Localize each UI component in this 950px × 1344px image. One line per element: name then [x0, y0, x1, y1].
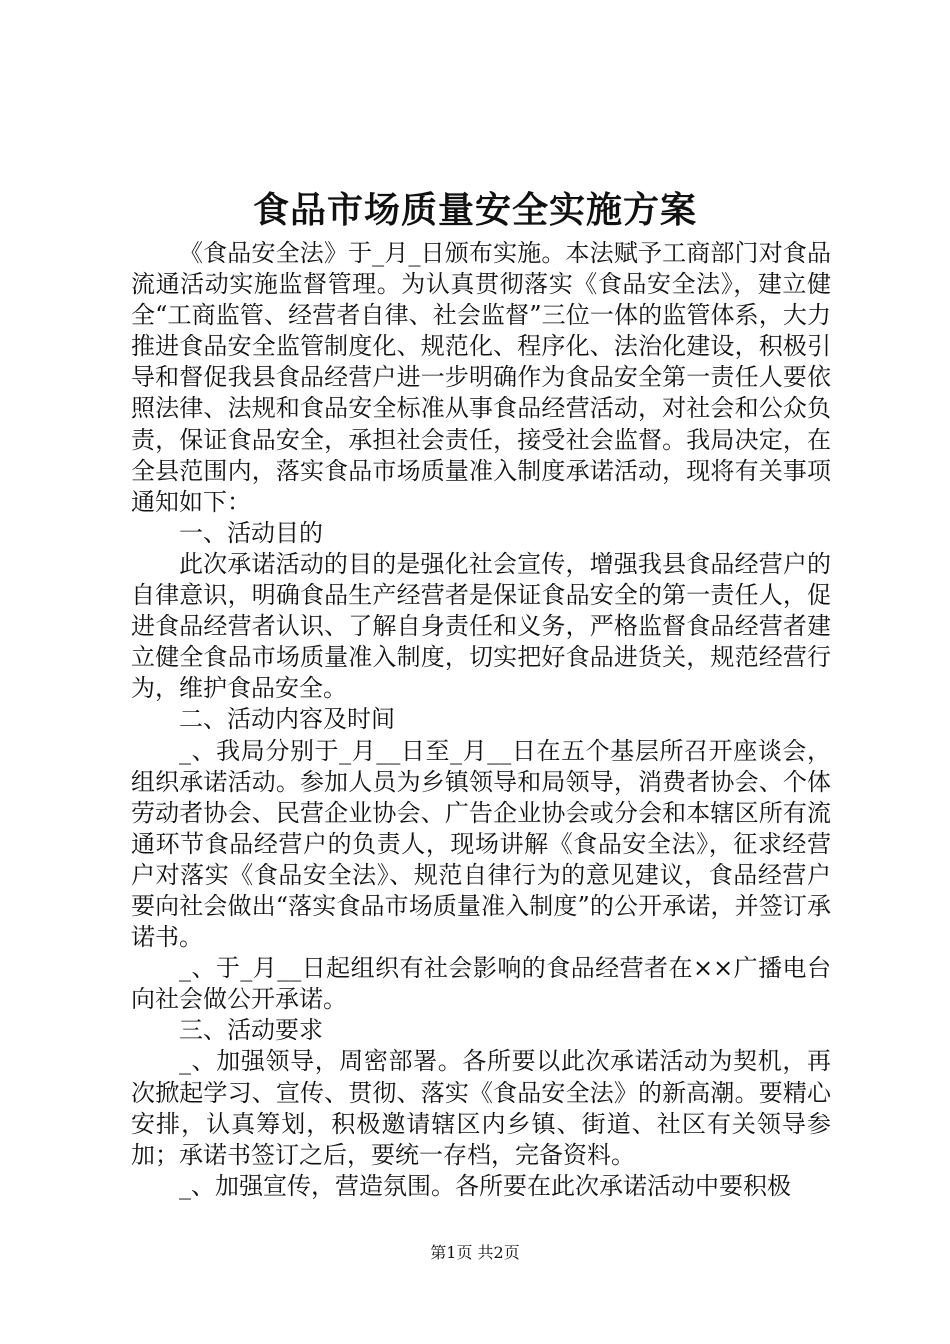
purpose-paragraph: 此次承诺活动的目的是强化社会宣传，增强我县食品经营户的自律意识，明确食品生产经营者是保证食品安全的第一责任人，促进食品经营者认识、了解自身责任和义务，严格监督食品经营者建立健全食品市场质量准入制度，切实把好食品进货关，规范经营行为，维护食品安全。 — [131, 549, 831, 703]
document-body — [131, 238, 831, 1202]
requirement-item-1: _、加强领导，周密部署。各所要以此次承诺活动为契机，再次掀起学习、宣传、贯彻、落实《食品安全法》的新高潮。要精心安排，认真筹划，积极邀请辖区内乡镇、街道、社区有关领导参加；承诺书签订之后，要统一存档，完备资料。 — [131, 1047, 831, 1169]
content-item-1: _、我局分别于_月__日至_月__日在五个基层所召开座谈会，组织承诺活动。参加人员为乡镇领导和局领导，消费者协会、个体劳动者协会、民营企业协会、广告企业协会或分会和本辖区所有流通环节食品经营户的负责人，现场讲解《食品安全法》，征求经营户对落实《食品安全法》、规范自律行为的意见建议，食品经营户要向社会做出“落实食品市场质量准入制度”的公开承诺，并签订承诺书。 — [131, 736, 831, 952]
section-heading-content-time: 二、活动内容及时间 — [179, 705, 395, 734]
intro-paragraph: 《食品安全法》于_月_日颁布实施。本法赋予工商部门对食品流通活动实施监督管理。为认真贯彻落实《食品安全法》，建立健全“工商监管、经营者自律、社会监督”三位一体的监管体系，大力推进食品安全监管制度化、规范化、程序化、法治化建设，积极引导和督促我县食品经营户进一步明确作为食品安全第一责任人要依照法律、法规和食品安全标准从事食品经营活动，对社会和公众负责，保证食品安全，承担社会责任，接受社会监督。我局决定，在全县范围内，落实食品市场质量准入制度承诺活动，现将有关事项通知如下： — [131, 239, 831, 516]
section-heading-requirements: 三、活动要求 — [179, 1016, 323, 1045]
page-footer: 第1页 共2页 — [430, 1243, 520, 1262]
document-title: 食品市场质量安全实施方案 — [252, 189, 697, 231]
section-heading-purpose: 一、活动目的 — [179, 518, 323, 547]
content-item-2: _、于_月__日起组织有社会影响的食品经营者在××广播电台向社会做公开承诺。 — [131, 954, 831, 1014]
requirement-item-2: _、加强宣传，营造氛围。各所要在此次承诺活动中要积极 — [179, 1171, 791, 1200]
